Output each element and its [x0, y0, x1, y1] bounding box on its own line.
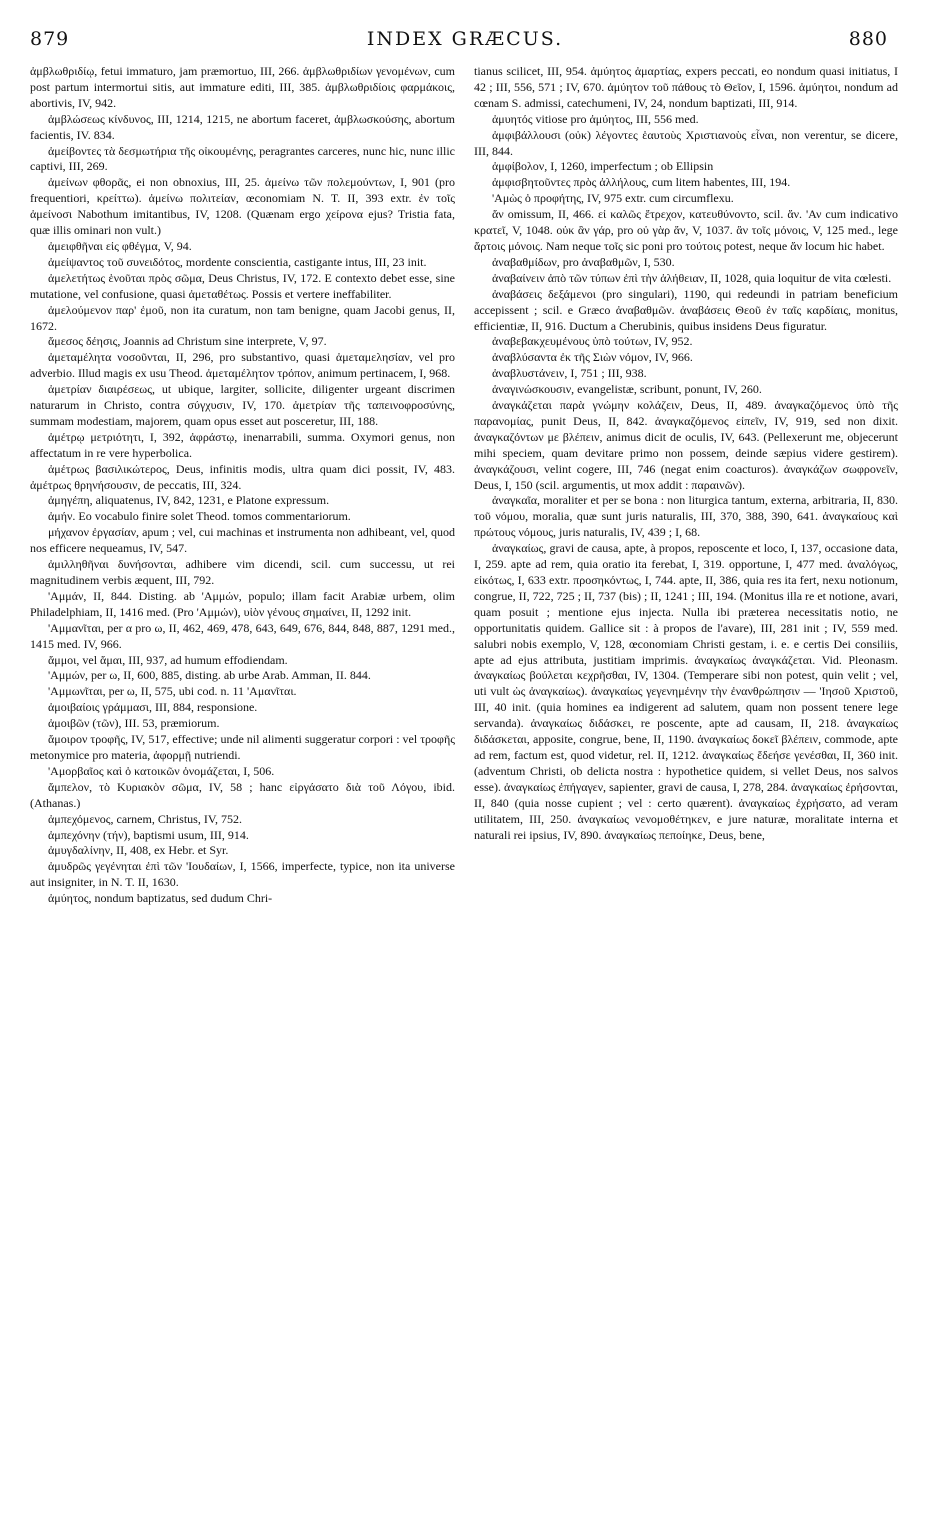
index-entry: ἀμφιβάλλουσι (οὐκ) λέγοντες ἑαυτοὺς Χριστιανοὺς εἶναι, non verentur, se dicere, III, 844.: [474, 127, 898, 158]
running-title: INDEX GRÆCUS.: [366, 28, 564, 50]
index-entry: ἄμμοι, vel ἄμαι, III, 937, ad humum effodiendam.: [48, 652, 288, 667]
index-entry: ἄμπελον, τὸ Κυριακὸν σῶμα, IV, 58 ; hanc εἰργάσατο διὰ τοῦ Λόγου, ibid. (Athanas.): [30, 779, 455, 810]
index-entry: ἀμετρίαν διαιρέσεως, ut ubique, largiter, sollicite, diligenter urgeant discrimen naturarum in Christo, contra σύγχυσιν, IV, 170. ἀμετρίαν τῆς ταπεινοφροσύνης, summam modestiam, majorem, quam opus esset aut posceretur, III, 188.: [30, 382, 455, 428]
index-entry: ἄν omissum, II, 466. εἰ καλῶς ἔτρεχον, κατευθύνοντο, scil. ἄν. 'Αν cum indicativo κρατεῖ, V, 1048. οὐκ ἂν γάρ, pro οὐ γὰρ ἄν, V, 1037. ἂν τοῖς μόνοις, V, 125 med., lege ἄρτοις μόνοις. Nam neque τοῖς sic poni pro τούτοις potest, neque ἄν locum hic habet.: [474, 207, 898, 253]
index-entry: ἀμείψαντος τοῦ συνειδότος, mordente conscientia, castigante intus, III, 23 init.: [48, 254, 427, 269]
index-entry: ἀμοιβῶν (τῶν), III. 53, præmiorum.: [48, 716, 220, 731]
index-entry: ἀμηγέπη, aliquatenus, IV, 842, 1231, e Platone expressum.: [48, 493, 330, 508]
index-entry: ἁμιλληθῆναι δυνήσονται, adhibere vim dicendi, scil. cum successu, ut rei magnitudinem verbis æquent, III, 792.: [30, 557, 455, 587]
index-entry: ἀμήν. Eo vocabulo finire solet Theod. tomos commentariorum.: [48, 509, 351, 524]
index-entry: ἀμφίβολον, I, 1260, imperfectum ; ob Ellipsin: [492, 159, 714, 174]
page-number-left: 879: [30, 28, 70, 50]
index-entry: ἀναγινώσκουσιν, evangelistæ, scribunt, ponunt, IV, 260.: [492, 382, 762, 397]
index-entry: ἀναβεβακχευμένους ὑπὸ τούτων, IV, 952.: [492, 334, 693, 349]
index-entry: ἀναβαίνειν ἀπὸ τῶν τύπων ἐπὶ τὴν ἀλήθειαν, II, 1028, quia loquitur de vita cœlesti.: [492, 270, 892, 285]
index-entry: 'Αμορβαῖος καὶ ὁ κατοικῶν ὀνομάζεται, I, 506.: [48, 763, 275, 778]
index-entry: ἀμέτρῳ μετριότητι, I, 392, ἀφράστῳ, inenarrabili, summa. Oxymori genus, non affectatum in re vere hyperbolica.: [30, 429, 455, 460]
index-entry: ἀμυητός vitiose pro ἀμύητος, III, 556 med.: [492, 111, 699, 126]
index-entry: 'Αμμάν, II, 844. Disting. ab 'Αμμών, populo; illam facit Arabiæ urbem, olim Philadelphiam, II, 1416 med. (Pro 'Αμμών), υἱὸν γένους σημαίνει, II, 1292 init.: [30, 588, 455, 619]
index-entry: ἀμυδρῶς γεγένηται ἐπὶ τῶν 'Ιουδαίων, I, 1566, imperfecte, typice, non ita universe aut insigniter, in N. T. II, 1630.: [30, 859, 455, 890]
page-number-right: 880: [848, 28, 888, 50]
index-entry: ἀναβλύσαντα ἐκ τῆς Σιὼν νόμον, IV, 966.: [492, 350, 693, 365]
right-column: [474, 64, 898, 1534]
index-entry: ἀναβλυστάνειν, I, 751 ; III, 938.: [492, 366, 647, 381]
index-entry: ἀναγκαῖα, moraliter et per se bona : non liturgica tantum, externa, arbitraria, II, 830. τοῦ νόμου, moralia, quæ sunt juris naturalis, III, 370, 388, 390, 641. ἀναγκαίους καὶ πρώτους νόμους, juris naturalis, IV, 439 ; I, 68.: [474, 493, 898, 540]
index-entry: ἀμοιβαίοις γράμμασι, III, 884, responsione.: [48, 700, 258, 715]
index-entry: ἀμβλωθριδίῳ, fetui immaturo, jam præmortuo, III, 266. ἀμβλωθριδίων γενομένων, cum post partum intermortui sitis, aut immature editi, III, 385. ἀμβλωθριδίοις φαρμάκοις, abortivis, IV, 942.: [30, 64, 455, 110]
index-entry: ἀμεταμέλητα νοσοῦνται, II, 296, pro substantivo, quasi ἀμεταμελησίαν, vel pro adverbio. Illud magis ex usu Theod. ἀμεταμέλητον τρόπον, animum pertinacem, I, 968.: [30, 350, 455, 381]
index-entry: ἀμελετήτως ἑνοῦται πρὸς σῶμα, Deus Christus, IV, 172. E contexto debet esse, sine mutatione, vel confusione, quasi ἀμεταθέτως. Possis et vertere ineffabiliter.: [30, 270, 455, 301]
index-entry: ἄμεσος δέησις, Joannis ad Christum sine interprete, V, 97.: [48, 334, 327, 349]
index-entry: ἀμυγδαλίνην, II, 408, ex Hebr. et Syr.: [48, 843, 229, 858]
index-entry: 'Αμμωνῖται, per ω, II, 575, ubi cod. n. 11 'Αμανῖται.: [48, 684, 297, 699]
index-entry: ἀμπεχόμενος, carnem, Christus, IV, 752.: [48, 811, 242, 826]
index-entry: 'Αμμών, per ω, II, 600, 885, disting. ab urbe Arab. Amman, II. 844.: [48, 668, 371, 683]
index-entry: ἀμβλώσεως κίνδυνος, III, 1214, 1215, ne abortum faceret, ἀμβλωσκούσης, abortum facientis, IV. 834.: [30, 111, 455, 142]
index-entry: ἀμφισβητοῦντες πρὸς ἀλλήλους, cum litem habentes, III, 194.: [492, 175, 791, 190]
index-entry: 'Αμὼς ὁ προφήτης, IV, 975 extr. cum circumflexu.: [492, 191, 734, 206]
left-column: [30, 64, 455, 1534]
index-entry: tianus scilicet, III, 954. ἀμύητος ἁμαρτίας, expers peccati, eo nondum quasi initiatus, I 42 ; III, 556, 571 ; IV, 670. ἀμύητον τοῦ πάθους τὸ Θεῖον, I, 1596. ἀμύητοι, nondum ad cœnam S. admissi, catechumeni, IV, 24, nondum baptizati, III, 914.: [474, 64, 898, 110]
index-entry: ἀμύητος, nondum baptizatus, sed dudum Chri-: [48, 891, 273, 906]
index-entry: ἀμελούμενον παρ' ἐμοῦ, non ita curatum, non tam benigne, quam Jacobi genus, II, 1672.: [30, 302, 455, 333]
index-entry: ἀμπεχόνην (τήν), baptismi usum, III, 914.: [48, 827, 249, 842]
index-entry: ἄμοιρον τροφῆς, IV, 517, effective; unde nil alimenti suggeratur corpori : vel τροφῆς metonymice pro materia, ἀφορμῇ nutriendi.: [30, 732, 455, 762]
index-entry: μήχανον ἐργασίαν, apum ; vel, cui machinas et instrumenta non adhibeant, vel, quod nos efficere nequeamus, IV, 547.: [30, 525, 455, 556]
index-entry: 'Αμμανῖται, per α pro ω, II, 462, 469, 478, 643, 649, 676, 844, 848, 887, 1291 med., 1415 med. IV, 966.: [30, 620, 455, 651]
index-entry: ἀναγκάζεται παρὰ γνώμην κολάζειν, Deus, II, 489. ἀναγκαζόμενος ὑπὸ τῆς παρανομίας, punit Deus, II, 842. ἀναγκαζόμενος εἰπεῖν, IV, 919, sed non dixit. ἀναγκαζόντων με βλέπειν, animus dicit de oculis, IV, 643. (Pellexerunt me, objecerunt mihi speciem, quam devitare primo non possem, deinde sæpius videre gestirem). ἀναγκάζουσι, velint cogere, III, 746 (negat enim coacturos). ἀναγκάζων σωφρονεῖν, Deus, I, 150 (scil. argumentis, ut mox addit : παραινῶν).: [474, 398, 898, 492]
index-entry: ἀναβάσεις δεξάμενοι (pro singulari), 1190, qui redeundi in patriam beneficium accepissent ; scil. e Græco ἀναβαθμῶν. ἀναβάσεις Θεοῦ ἐν ταῖς καρδίαις, monitus, efficientiæ, II, 916. Ductum a Cherubinis, quibus insidens Deus figuratur.: [474, 286, 898, 333]
page-header: [0, 28, 930, 58]
index-entry: ἀμειφθῆναι εἰς φθέγμα, V, 94.: [48, 238, 192, 253]
index-entry: ἀμείνων φθορᾶς, ei non obnoxius, III, 25. ἀμείνω τῶν πολεμούντων, I, 901 (pro frequentiori, κρείττω). ἀμείνω πολιτείαν, œconomiam N. T. II, 393 extr. ἐν τοῖς ἀμείνοσι Nabothum imitantibus, IV, 1208. (Quænam ergo χείρονα ejus? Tristia fata, quæ illis ominari non vult.): [30, 175, 455, 238]
index-entry: ἀμέτρως βασιλικώτερος, Deus, infinitis modis, ultra quam dici possit, IV, 483. ἀμέτρως θρηνήσουσιν, de peccatis, III, 324.: [30, 461, 455, 492]
index-entry: ἀναβαθμίδων, pro ἀναβαθμῶν, I, 530.: [492, 254, 675, 269]
index-entry: ἀμείβοντες τὰ δεσμωτήρια τῆς οἰκουμένης, peragrantes carceres, nunc hic, nunc illic captivi, III, 269.: [30, 143, 455, 174]
index-entry: ἀναγκαίως, gravi de causa, apte, à propos, reposcente et loco, I, 137, occasione data, I, 259. apte ad rem, quia oratio ita ferebat, I, 319. opportune, I, 477 med. ἀναλόγως, εἰκότως, I, 633 extr. προσηκόντως, I, 744. apte, II, 386, quia res ita fert, nexu notionum, congrue, II, 722, 725 ; II, 737 (bis) ; II, 1241 ; III, 194. (Monitus illa re et notione, avari, quam posuit ; mentione ejus injecta. Nulla ibi prætereа necessitatis notio, ne opportunitatis quidem. Gallice sit : à propos de l'avare), III, 281 init ; IV, 559 med. salubri nobis exemplo, V, 128, œconomiam Christi gestam, i. e. e certis Dei consiliis, apte ad ejus attributa, justitiam imprimis. ἀναγκαίως ἀναγκάζεται. Vid. Pleonasm. ἀναγκαίως βούλεται κεχρῆσθαι, IV, 1304. (Temperare sibi non potest, quin velit ; vel, uti vult ὡς ἀναγκαίως). ἀναγκαίως γεγενημένην τὴν ἐνανθρώπησιν — 'Ιησοῦ Χριστοῦ, III, 40 init. (quia homines ea indigerent ad salutem, quam non possent tenere lege servanda). ἀναγκαίως διδάσκει, re poscente, apte ad causam, II, 218. ἀναγκαίως διδάσκεται, apposite, congrue, bene, II, 1190. ἀναγκαίως δοκεῖ βλέπειν, commode, apte ad rem, factum est, quod videtur, rel. II, 1212. ἀναγκαίως ἔδεήσε γενέσθαι, II, 360 init. (adventum Christi, ob delicta nostra : hypothetice quidem, si vellet Deus, nos salvos esse). ἀναγκαίως ἐπήγαγεν, sapienter, gravi de causa, I, 278, 284. ἀναγκαίως ἐρήσονται, II, 840 (quia nosse cupient ; vel : certo quærent). ἀναγκαίως ἐχρήσατο, ad veram utilitatem, III, 250. ἀναγκαίως νενομοθέτηκεν, e jure naturæ, moralitate interna et naturali rei ipsius, IV, 890. ἀναγκαίως πεποίηκε, Deus, bene,: [474, 541, 898, 842]
